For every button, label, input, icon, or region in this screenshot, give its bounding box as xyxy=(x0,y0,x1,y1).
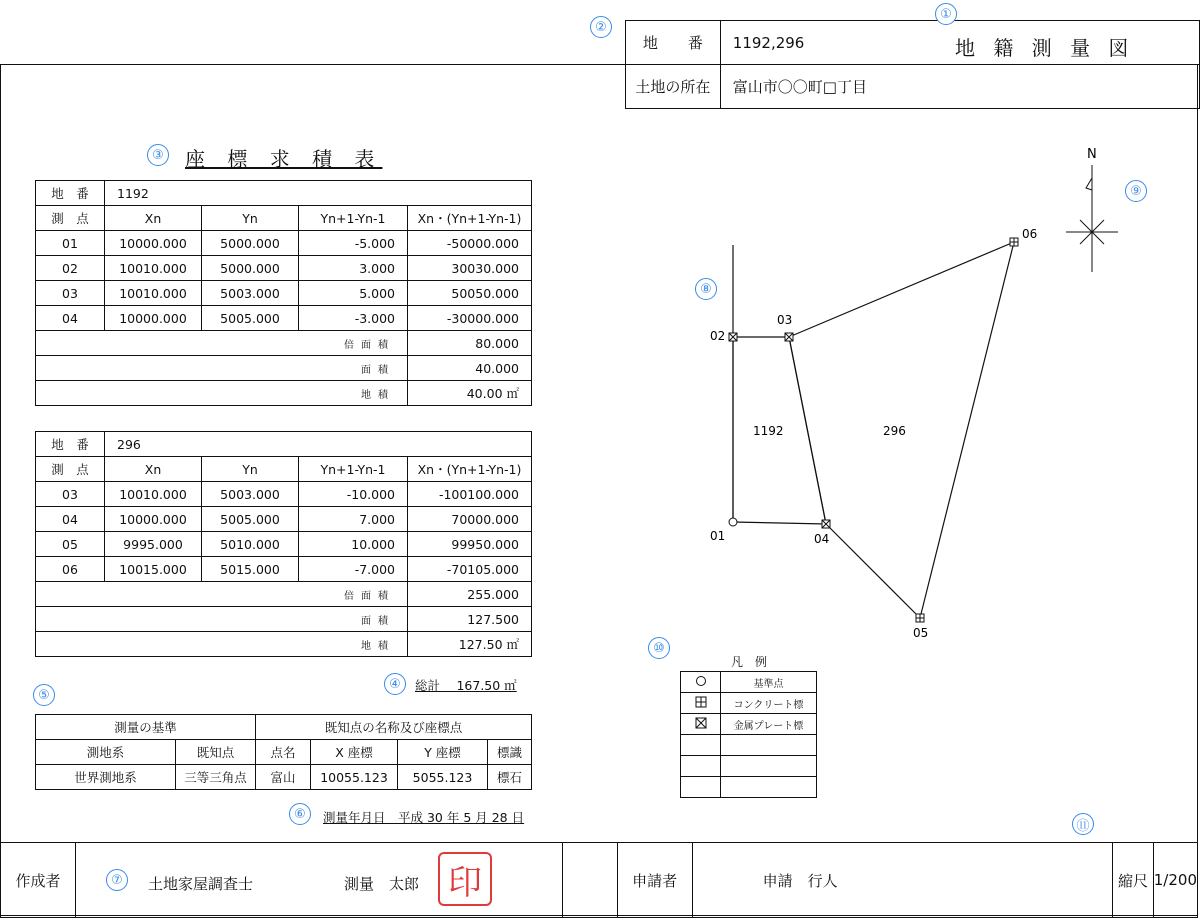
concrete-marker-icon xyxy=(681,693,721,714)
scale-label: 縮尺 xyxy=(1113,843,1154,918)
plate-marker-icon xyxy=(681,714,721,735)
legend-title: 凡 例 xyxy=(731,655,768,669)
cell: 10010.000 xyxy=(105,256,202,281)
point-label: 04 xyxy=(814,532,830,546)
double-area-value: 80.000 xyxy=(408,331,532,356)
plate-marker-03 xyxy=(785,333,793,341)
lot-label: 地 番 xyxy=(626,21,721,65)
cell: 05 xyxy=(36,532,105,557)
col-header: Xn xyxy=(105,206,202,231)
footer-table xyxy=(0,842,1198,918)
seal-stamp: 印 xyxy=(438,852,492,906)
location-value: 富山市〇〇町□丁目 xyxy=(720,65,1199,109)
table-row xyxy=(36,306,532,331)
location-label: 土地の所在 xyxy=(626,65,721,109)
col-header: Yn xyxy=(202,457,299,482)
cell: 5.000 xyxy=(299,281,408,306)
cell: 10.000 xyxy=(299,532,408,557)
cell: 5003.000 xyxy=(202,482,299,507)
cell: 5015.000 xyxy=(202,557,299,582)
cell: 06 xyxy=(36,557,105,582)
creator-title: 土地家屋調査士 xyxy=(147,875,253,893)
creator-cell xyxy=(75,843,562,918)
lot-label: 296 xyxy=(883,424,906,438)
col-header: Yn+1-Yn-1 xyxy=(299,457,408,482)
marker-9: ⑨ xyxy=(1125,180,1147,202)
cell: 99950.000 xyxy=(408,532,532,557)
area-value: 40.000 xyxy=(408,356,532,381)
double-area-value: 255.000 xyxy=(408,582,532,607)
point-label: 06 xyxy=(1022,227,1038,241)
area-label: 面積 xyxy=(36,607,408,632)
survey-map xyxy=(600,130,1190,650)
col-header: X 座標 xyxy=(311,740,398,765)
col-header: 標識 xyxy=(488,740,532,765)
marker-6: ⑥ xyxy=(289,803,311,825)
cell: 世界測地系 xyxy=(36,765,176,790)
cell: 5003.000 xyxy=(202,281,299,306)
cell: 5055.123 xyxy=(398,765,488,790)
legend-item: コンクリート標 xyxy=(721,693,817,714)
survey-date: 測量年月日 平成 30 年 5 月 28 日 xyxy=(323,810,525,825)
cell: 三等三角点 xyxy=(176,765,256,790)
plate-marker-02 xyxy=(729,333,737,341)
cell: 富山 xyxy=(256,765,311,790)
cell: 03 xyxy=(36,482,105,507)
col-header: 測地系 xyxy=(36,740,176,765)
table-row xyxy=(36,281,532,306)
cell: 10000.000 xyxy=(105,507,202,532)
cell: 03 xyxy=(36,281,105,306)
cell: 5010.000 xyxy=(202,532,299,557)
creator-label: 作成者 xyxy=(1,843,76,918)
total-area: 総計 167.50 ㎡ xyxy=(415,678,517,693)
point-label: 01 xyxy=(710,529,726,543)
scale-value: 1/200 xyxy=(1153,843,1197,918)
plate-marker-04 xyxy=(822,520,830,528)
double-area-label: 倍面積 xyxy=(36,582,408,607)
col-header: Xn・(Yn+1-Yn-1) xyxy=(408,457,532,482)
marker-10: ⑩ xyxy=(648,637,670,659)
cell: 10015.000 xyxy=(105,557,202,582)
cell: 標石 xyxy=(488,765,532,790)
cell: 10000.000 xyxy=(105,231,202,256)
table-row xyxy=(36,482,532,507)
lot-number: 1192 xyxy=(105,181,532,206)
legend-item xyxy=(721,756,817,777)
spacer-cell xyxy=(562,843,617,918)
survey-basis-table xyxy=(35,714,532,790)
lot-1192-boundary xyxy=(733,245,826,524)
col-header: Y 座標 xyxy=(398,740,488,765)
land-area-label: 地積 xyxy=(36,632,408,657)
land-area-value: 40.00 ㎡ xyxy=(408,381,532,406)
drawing-title: 地 籍 測 量 図 xyxy=(955,36,1135,60)
concrete-marker-05 xyxy=(916,614,924,622)
cell: -10.000 xyxy=(299,482,408,507)
coord-table-2 xyxy=(35,431,532,657)
cell: -5.000 xyxy=(299,231,408,256)
applicant-label: 申請者 xyxy=(617,843,692,918)
point-label: 05 xyxy=(913,626,929,640)
lot-label: 1192 xyxy=(753,424,784,438)
base-point-01 xyxy=(729,518,737,526)
table-row xyxy=(36,765,532,790)
coord-table-title: 座 標 求 積 表 xyxy=(185,147,383,171)
marker-7: ⑦ xyxy=(106,869,128,891)
cell: 5000.000 xyxy=(202,256,299,281)
cell: -70105.000 xyxy=(408,557,532,582)
cell: -50000.000 xyxy=(408,231,532,256)
cell: 10000.000 xyxy=(105,306,202,331)
concrete-marker-06 xyxy=(1010,238,1018,246)
col-header: Yn+1-Yn-1 xyxy=(299,206,408,231)
known-point-header: 既知点の名称及び座標点 xyxy=(256,715,532,740)
cell: -7.000 xyxy=(299,557,408,582)
area-value: 127.500 xyxy=(408,607,532,632)
cell: -3.000 xyxy=(299,306,408,331)
legend-item xyxy=(721,777,817,798)
lot-value: 1192,296 xyxy=(720,21,1199,65)
cell: 02 xyxy=(36,256,105,281)
col-header: 既知点 xyxy=(176,740,256,765)
basis-header: 測量の基準 xyxy=(36,715,256,740)
legend-item xyxy=(721,735,817,756)
point-label: 03 xyxy=(777,313,793,327)
legend-item: 基準点 xyxy=(721,672,817,693)
cell: 5000.000 xyxy=(202,231,299,256)
cell: 5005.000 xyxy=(202,507,299,532)
cell: 04 xyxy=(36,507,105,532)
legend-item: 金属プレート標 xyxy=(721,714,817,735)
base-point-icon xyxy=(681,672,721,693)
cell: 50050.000 xyxy=(408,281,532,306)
cell: 7.000 xyxy=(299,507,408,532)
cell: 70000.000 xyxy=(408,507,532,532)
lot-label: 地 番 xyxy=(36,432,105,457)
table-row xyxy=(36,557,532,582)
cell: 01 xyxy=(36,231,105,256)
cell: 04 xyxy=(36,306,105,331)
lot-label: 地 番 xyxy=(36,181,105,206)
cell: 10010.000 xyxy=(105,281,202,306)
col-header: 測 点 xyxy=(36,457,105,482)
point-label: 02 xyxy=(710,329,726,343)
cell: 5005.000 xyxy=(202,306,299,331)
cell: 30030.000 xyxy=(408,256,532,281)
land-area-label: 地積 xyxy=(36,381,408,406)
marker-4: ④ xyxy=(384,673,406,695)
col-header: Yn xyxy=(202,206,299,231)
cell: -100100.000 xyxy=(408,482,532,507)
cell: 10010.000 xyxy=(105,482,202,507)
marker-5: ⑤ xyxy=(33,684,55,706)
cell: 10055.123 xyxy=(311,765,398,790)
north-arrow-icon xyxy=(1066,147,1118,272)
col-header: Xn・(Yn+1-Yn-1) xyxy=(408,206,532,231)
col-header: 測 点 xyxy=(36,206,105,231)
area-label: 面積 xyxy=(36,356,408,381)
creator-name: 測量 太郎 xyxy=(343,875,419,893)
table-row xyxy=(36,507,532,532)
lot-number: 296 xyxy=(105,432,532,457)
cell: -30000.000 xyxy=(408,306,532,331)
marker-2: ② xyxy=(590,16,612,38)
land-area-value: 127.50 ㎡ xyxy=(408,632,532,657)
marker-8: ⑧ xyxy=(695,278,717,300)
double-area-label: 倍面積 xyxy=(36,331,408,356)
col-header: 点名 xyxy=(256,740,311,765)
applicant-name: 申請 行人 xyxy=(692,843,1113,918)
legend-table xyxy=(680,671,817,798)
marker-3: ③ xyxy=(147,144,169,166)
marker-1: ① xyxy=(935,3,957,25)
table-row xyxy=(36,256,532,281)
cell: 9995.000 xyxy=(105,532,202,557)
table-row xyxy=(36,532,532,557)
north-label: N xyxy=(1087,147,1097,162)
col-header: Xn xyxy=(105,457,202,482)
table-row xyxy=(36,231,532,256)
coord-table-1 xyxy=(35,180,532,406)
marker-11: ⑪ xyxy=(1072,813,1094,835)
cell: 3.000 xyxy=(299,256,408,281)
